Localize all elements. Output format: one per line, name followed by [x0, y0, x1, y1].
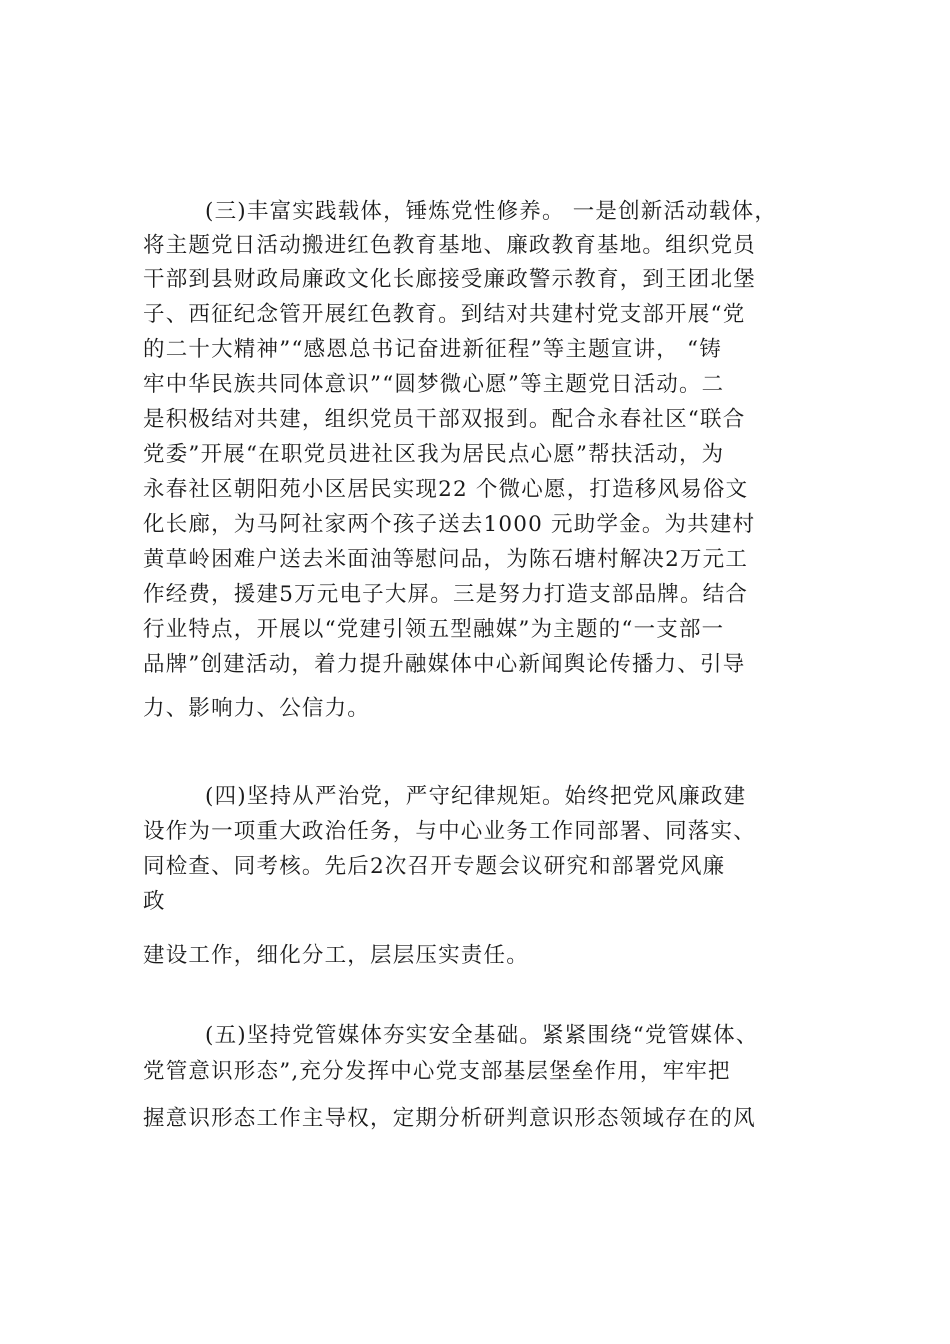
section3-line-13: 行业特点，开展以“党建引领五型融媒”为主题的“一支部一 [143, 617, 725, 642]
section5-line-3: 握意识形态工作主导权，定期分析研判意识形态领域存在的风 [143, 1106, 756, 1131]
section4-line-4: 政 [143, 889, 166, 914]
section3-line-10: 化长廊，为马阿社家两个孩子送去1000 元助学金。为共建村 [143, 512, 756, 537]
section3-line-9: 永春社区朝阳苑小区居民实现22 个微心愿，打造移风易俗文 [143, 477, 749, 502]
section3-line-7: 是积极结对共建，组织党员干部双报到。配合永春社区“联合 [143, 407, 746, 432]
section4-line-2: 设作为一项重大政治任务，与中心业务工作同部署、同落实、 [143, 819, 756, 844]
section3-line-5: 的二十大精神”“感恩总书记奋进新征程”等主题宣讲， “铸 [143, 337, 722, 362]
section4-line-3: 同检查、同考核。先后2次召开专题会议研究和部署党风廉 [143, 854, 726, 879]
section3-line-6: 牢中华民族共同体意识”“圆梦微心愿”等主题党日活动。二 [143, 372, 725, 397]
section3-line-1: (三)丰富实践载体，锤炼党性修养。 一是创新活动载体， [205, 199, 778, 224]
section3-line-15: 力、影响力、公信力。 [143, 696, 371, 721]
section3-line-2: 将主题党日活动搬进红色教育基地、廉政教育基地。组织党员 [143, 233, 756, 258]
section3-line-8: 党委”开展“在职党员进社区我为居民点心愿”帮扶活动，为 [143, 442, 725, 467]
section5-line-2: 党管意识形态”,充分发挥中心党支部基层堡垒作用，牢牢把 [143, 1059, 731, 1084]
section4-line-1: (四)坚持从严治党，严守纪律规矩。始终把党风廉政建 [205, 784, 747, 809]
section5-line-1: (五)坚持党管媒体夯实安全基础。紧紧围绕“党管媒体、 [205, 1023, 759, 1048]
section3-line-14: 品牌”创建活动，着力提升融媒体中心新闻舆论传播力、引导 [143, 652, 746, 677]
section4-line-5: 建设工作，细化分工，层层压实责任。 [143, 943, 529, 968]
section3-line-3: 干部到县财政局廉政文化长廊接受廉政警示教育，到王团北堡 [143, 267, 756, 292]
section3-line-12: 作经费，援建5万元电子大屏。三是努力打造支部品牌。结合 [143, 582, 749, 607]
section3-line-4: 子、西征纪念管开展红色教育。到结对共建村党支部开展“党 [143, 302, 746, 327]
section3-line-11: 黄草岭困难户送去米面油等慰问品，为陈石塘村解决2万元工 [143, 547, 749, 572]
